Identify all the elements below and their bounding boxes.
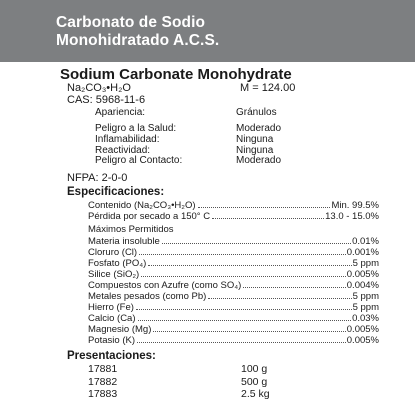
product-name: Sodium Carbonate Monohydrate <box>60 66 292 83</box>
spec-value: 0.01% <box>352 236 379 247</box>
spec-value: 13.0 - 15.0% <box>325 211 379 222</box>
spec-label: Materia insoluble <box>88 236 160 247</box>
presentation-code: 17882 <box>88 376 118 388</box>
dot-leader <box>243 287 345 288</box>
dot-leader <box>141 276 346 277</box>
spec-label: Contenido (Na₂CO₃•H₂O) <box>88 200 196 211</box>
spec-value: 0.001% <box>346 247 379 258</box>
spec-value: 5 ppm <box>352 258 379 269</box>
spec-label: Calcio (Ca) <box>88 313 136 324</box>
spec-value: Min. 99.5% <box>331 200 379 211</box>
property-value: Moderado <box>236 123 282 134</box>
presentation-code: 17883 <box>88 388 118 400</box>
spec-label: Cloruro (Cl) <box>88 247 138 258</box>
dot-leader <box>198 207 331 208</box>
dot-leader <box>139 254 346 255</box>
presentation-quantity: 100 g <box>241 363 268 375</box>
presentation-quantity: 2.5 kg <box>241 388 270 400</box>
spec-value: 0.005% <box>346 335 379 346</box>
dot-leader <box>136 309 352 310</box>
property-value: Gránulos <box>236 107 277 118</box>
dot-leader <box>137 342 346 343</box>
spec-value: 0.004% <box>346 280 379 291</box>
spec-row <box>88 335 379 347</box>
cas-number: CAS: 5968-11-6 <box>67 94 146 106</box>
chemical-formula: Na₂CO₃•H₂O <box>67 82 131 94</box>
spec-label: Hierro (Fe) <box>88 302 134 313</box>
spec-label: Compuestos con Azufre (como SO₄) <box>88 280 242 291</box>
spec-value: 0.005% <box>346 269 379 280</box>
spec-label: Silice (SiO₂) <box>88 269 140 280</box>
dot-leader <box>212 218 324 219</box>
spec-label: Fosfato (PO₄) <box>88 258 147 269</box>
property-label: Inflamabilidad: <box>95 134 160 145</box>
nfpa-rating: NFPA: 2-0-0 <box>67 172 128 184</box>
banner-title-line-2: Monohidratado A.C.S. <box>56 32 220 49</box>
spec-value: 0.03% <box>352 313 379 324</box>
max-allowed-heading: Máximos Permitidos <box>88 224 174 235</box>
property-label: Peligro a la Salud: <box>95 123 177 134</box>
property-value: Moderado <box>236 155 282 166</box>
presentation-quantity: 500 g <box>241 376 268 388</box>
presentations-heading: Presentaciones: <box>67 350 156 362</box>
spec-label: Pérdida por secado a 150° C <box>88 211 211 222</box>
spec-value: 0.005% <box>346 324 379 335</box>
property-label: Apariencia: <box>95 107 146 118</box>
property-label: Reactividad: <box>95 145 151 156</box>
specifications-heading: Especificaciones: <box>67 186 165 198</box>
property-label: Peligro al Contacto: <box>95 155 183 166</box>
property-value: Ninguna <box>236 145 274 156</box>
spec-row <box>88 211 379 223</box>
property-value: Ninguna <box>236 134 274 145</box>
dot-leader <box>162 243 351 244</box>
dot-leader <box>153 331 345 332</box>
dot-leader <box>208 298 351 299</box>
banner-title-line-1: Carbonato de Sodio <box>56 14 206 31</box>
spec-label: Metales pesados (como Pb) <box>88 291 207 302</box>
title-banner <box>0 0 415 62</box>
banner-title <box>56 14 219 50</box>
spec-label: Potasio (K) <box>88 335 135 346</box>
dot-leader <box>148 265 351 266</box>
spec-value: 5 ppm <box>352 291 379 302</box>
dot-leader <box>138 320 352 321</box>
presentation-code: 17881 <box>88 363 118 375</box>
molecular-weight: M = 124.00 <box>240 82 296 94</box>
spec-value: 5 ppm <box>352 302 379 313</box>
spec-label: Magnesio (Mg) <box>88 324 152 335</box>
